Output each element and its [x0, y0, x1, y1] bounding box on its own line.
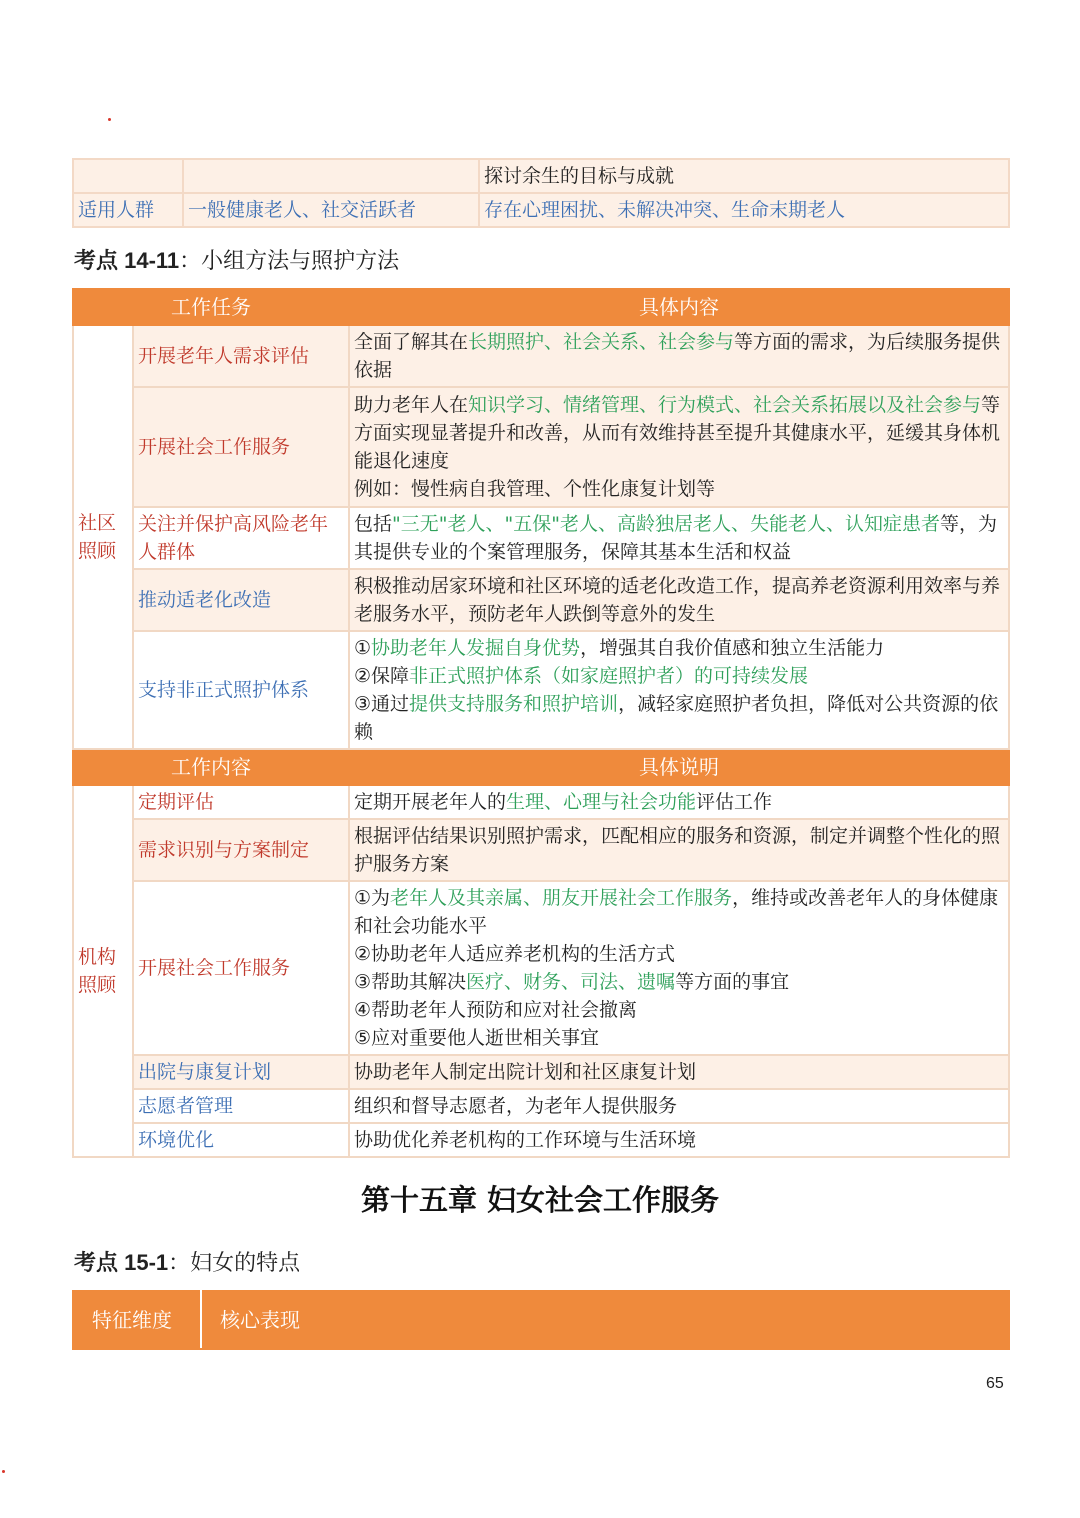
- highlight-text: 老年人及其亲属、朋友开展社会工作服务: [390, 887, 733, 909]
- content-line: [354, 968, 1004, 996]
- section-heading-14-11: [74, 244, 399, 275]
- content-line: [354, 1024, 1004, 1052]
- column-header: 工作内容: [73, 749, 349, 785]
- task-cell: 开展社会工作服务: [133, 881, 349, 1055]
- heading-number: 考点 15-1: [74, 1250, 169, 1275]
- body-text: ③帮助其解决: [354, 971, 467, 993]
- content-cell: [349, 507, 1009, 569]
- table-row: [73, 193, 1009, 227]
- body-text: ③通过: [354, 693, 410, 715]
- content-cell: [349, 881, 1009, 1055]
- highlight-text: 生理、心理与社会功能: [506, 791, 697, 813]
- red-mark: [2, 1470, 5, 1473]
- table-cell: [183, 159, 479, 193]
- content-cell: [349, 387, 1009, 507]
- table-row: [73, 507, 1009, 569]
- heading-text: ：妇女的特点: [168, 1251, 301, 1276]
- content-cell: [349, 819, 1009, 881]
- column-header: 具体说明: [349, 749, 1009, 785]
- highlight-text: 长期照护、社会关系、社会参与: [468, 331, 735, 353]
- body-text: ，增强其自我价值感和独立生活能力: [580, 637, 885, 659]
- task-cell: 开展社会工作服务: [133, 387, 349, 507]
- column-header: 核心表现: [201, 1291, 1009, 1349]
- body-text: ①为: [354, 887, 391, 909]
- highlight-text: 医疗、财务、司法、遗嘱: [466, 971, 676, 993]
- column-header: 具体内容: [349, 289, 1009, 325]
- content-line: [354, 634, 1004, 662]
- table-cell: 探讨余生的目标与成就: [479, 159, 1009, 193]
- category-cell: 社区照顾: [73, 325, 133, 749]
- body-text: 助力老年人在: [354, 394, 469, 416]
- body-text: ⑤应对重要他人逝世相关事宜: [354, 1027, 600, 1049]
- task-cell: 志愿者管理: [133, 1089, 349, 1123]
- section-heading-15-1: [74, 1246, 300, 1277]
- content-line: [354, 662, 1004, 690]
- body-text: ②协助老年人适应养老机构的生活方式: [354, 943, 676, 965]
- content-cell: [349, 1089, 1009, 1123]
- highlight-text: 提供支持服务和照护培训: [409, 693, 619, 715]
- body-text: 组织和督导志愿者，为老年人提供服务: [354, 1095, 678, 1117]
- task-cell: 需求识别与方案制定: [133, 819, 349, 881]
- table-row: [73, 1089, 1009, 1123]
- body-text: 例如：慢性病自我管理、个性化康复计划等: [354, 478, 716, 500]
- table-cell: 适用人群: [73, 193, 183, 227]
- table-row: [73, 1123, 1009, 1157]
- table-row: [73, 881, 1009, 1055]
- category-cell: 机构照顾: [73, 785, 133, 1157]
- women-traits-table: [72, 1290, 1010, 1350]
- body-text: 包括: [354, 513, 393, 535]
- task-cell: 出院与康复计划: [133, 1055, 349, 1089]
- table-cell: 一般健康老人、社交活跃者: [183, 193, 479, 227]
- body-text: 等方面实现显著提升和改善，从而有效维持甚至提升其健康水平，延缓其身体机能退化速度: [354, 394, 1001, 472]
- highlight-text: 协助老年人发掘自身优势: [371, 637, 581, 659]
- body-text: 根据评估结果识别照护需求，匹配相应的服务和资源，制定并调整个性化的照护服务方案: [354, 825, 1001, 875]
- body-text: ，减轻家庭照护者负担，降低对公共资源的依赖: [354, 693, 999, 743]
- task-cell: 定期评估: [133, 785, 349, 819]
- content-cell: [349, 631, 1009, 749]
- table-row: [73, 1055, 1009, 1089]
- table-header-row: [73, 749, 1009, 785]
- task-cell: 支持非正式照护体系: [133, 631, 349, 749]
- body-text: 等，为其提供专业的个案管理服务，保障其基本生活和权益: [354, 513, 997, 563]
- content-line: [354, 690, 1004, 746]
- content-cell: [349, 785, 1009, 819]
- table-row: [73, 569, 1009, 631]
- highlight-text: 知识学习、情绪管理、行为模式、社会关系拓展以及社会参与: [468, 394, 982, 416]
- heading-number: 考点 14-11: [74, 248, 180, 273]
- body-text: 等方面的需求，为后续服务提供依据: [354, 331, 1001, 381]
- body-text: ①: [354, 637, 372, 659]
- column-header: 特征维度: [73, 1291, 201, 1349]
- task-cell: 关注并保护高风险老年人群体: [133, 507, 349, 569]
- content-cell: [349, 1123, 1009, 1157]
- content-line: [354, 940, 1004, 968]
- column-header: 工作任务: [73, 289, 349, 325]
- body-text: ②保障: [354, 665, 410, 687]
- top-partial-table: [72, 158, 1010, 228]
- highlight-text: 非正式照护体系（如家庭照护者）的可持续发展: [409, 665, 809, 687]
- body-text: 协助老年人制定出院计划和社区康复计划: [354, 1061, 697, 1083]
- care-methods-table: [72, 288, 1010, 1158]
- table-row: [73, 325, 1009, 387]
- body-text: 评估工作: [696, 791, 773, 813]
- task-cell: 开展老年人需求评估: [133, 325, 349, 387]
- table-header-row: [73, 289, 1009, 325]
- body-text: 积极推动居家环境和社区环境的适老化改造工作，提高养老资源利用效率与养老服务水平，预防老年人跌倒等意外的发生: [354, 575, 1001, 625]
- page-number: 65: [986, 1375, 1004, 1392]
- content-line: [354, 996, 1004, 1024]
- content-cell: [349, 325, 1009, 387]
- task-cell: 环境优化: [133, 1123, 349, 1157]
- table-row: [73, 159, 1009, 193]
- table-row: [73, 785, 1009, 819]
- body-text: 定期开展老年人的: [354, 791, 507, 813]
- body-text: 等方面的事宜: [675, 971, 790, 993]
- chapter-title: 第十五章 妇女社会工作服务: [360, 1183, 720, 1217]
- table-row: [73, 387, 1009, 507]
- red-mark: [108, 118, 111, 121]
- body-text: ④帮助老年人预防和应对社会撤离: [354, 999, 638, 1021]
- body-text: 协助优化养老机构的工作环境与生活环境: [354, 1129, 697, 1151]
- body-text: ，维持或改善老年人的身体健康和社会功能水平: [354, 887, 999, 937]
- content-cell: [349, 1055, 1009, 1089]
- table-row: [73, 819, 1009, 881]
- body-text: 全面了解其在: [354, 331, 469, 353]
- task-cell: 推动适老化改造: [133, 569, 349, 631]
- highlight-text: "三无"老人、"五保"老人、高龄独居老人、失能老人、认知症患者: [392, 513, 940, 535]
- content-line: [354, 884, 1004, 940]
- table-cell: 存在心理困扰、未解决冲突、生命末期老人: [479, 193, 1009, 227]
- table-row: [73, 631, 1009, 749]
- content-cell: [349, 569, 1009, 631]
- table-cell: [73, 159, 183, 193]
- heading-text: ：小组方法与照护方法: [179, 249, 400, 274]
- table-header-row: [73, 1291, 1009, 1349]
